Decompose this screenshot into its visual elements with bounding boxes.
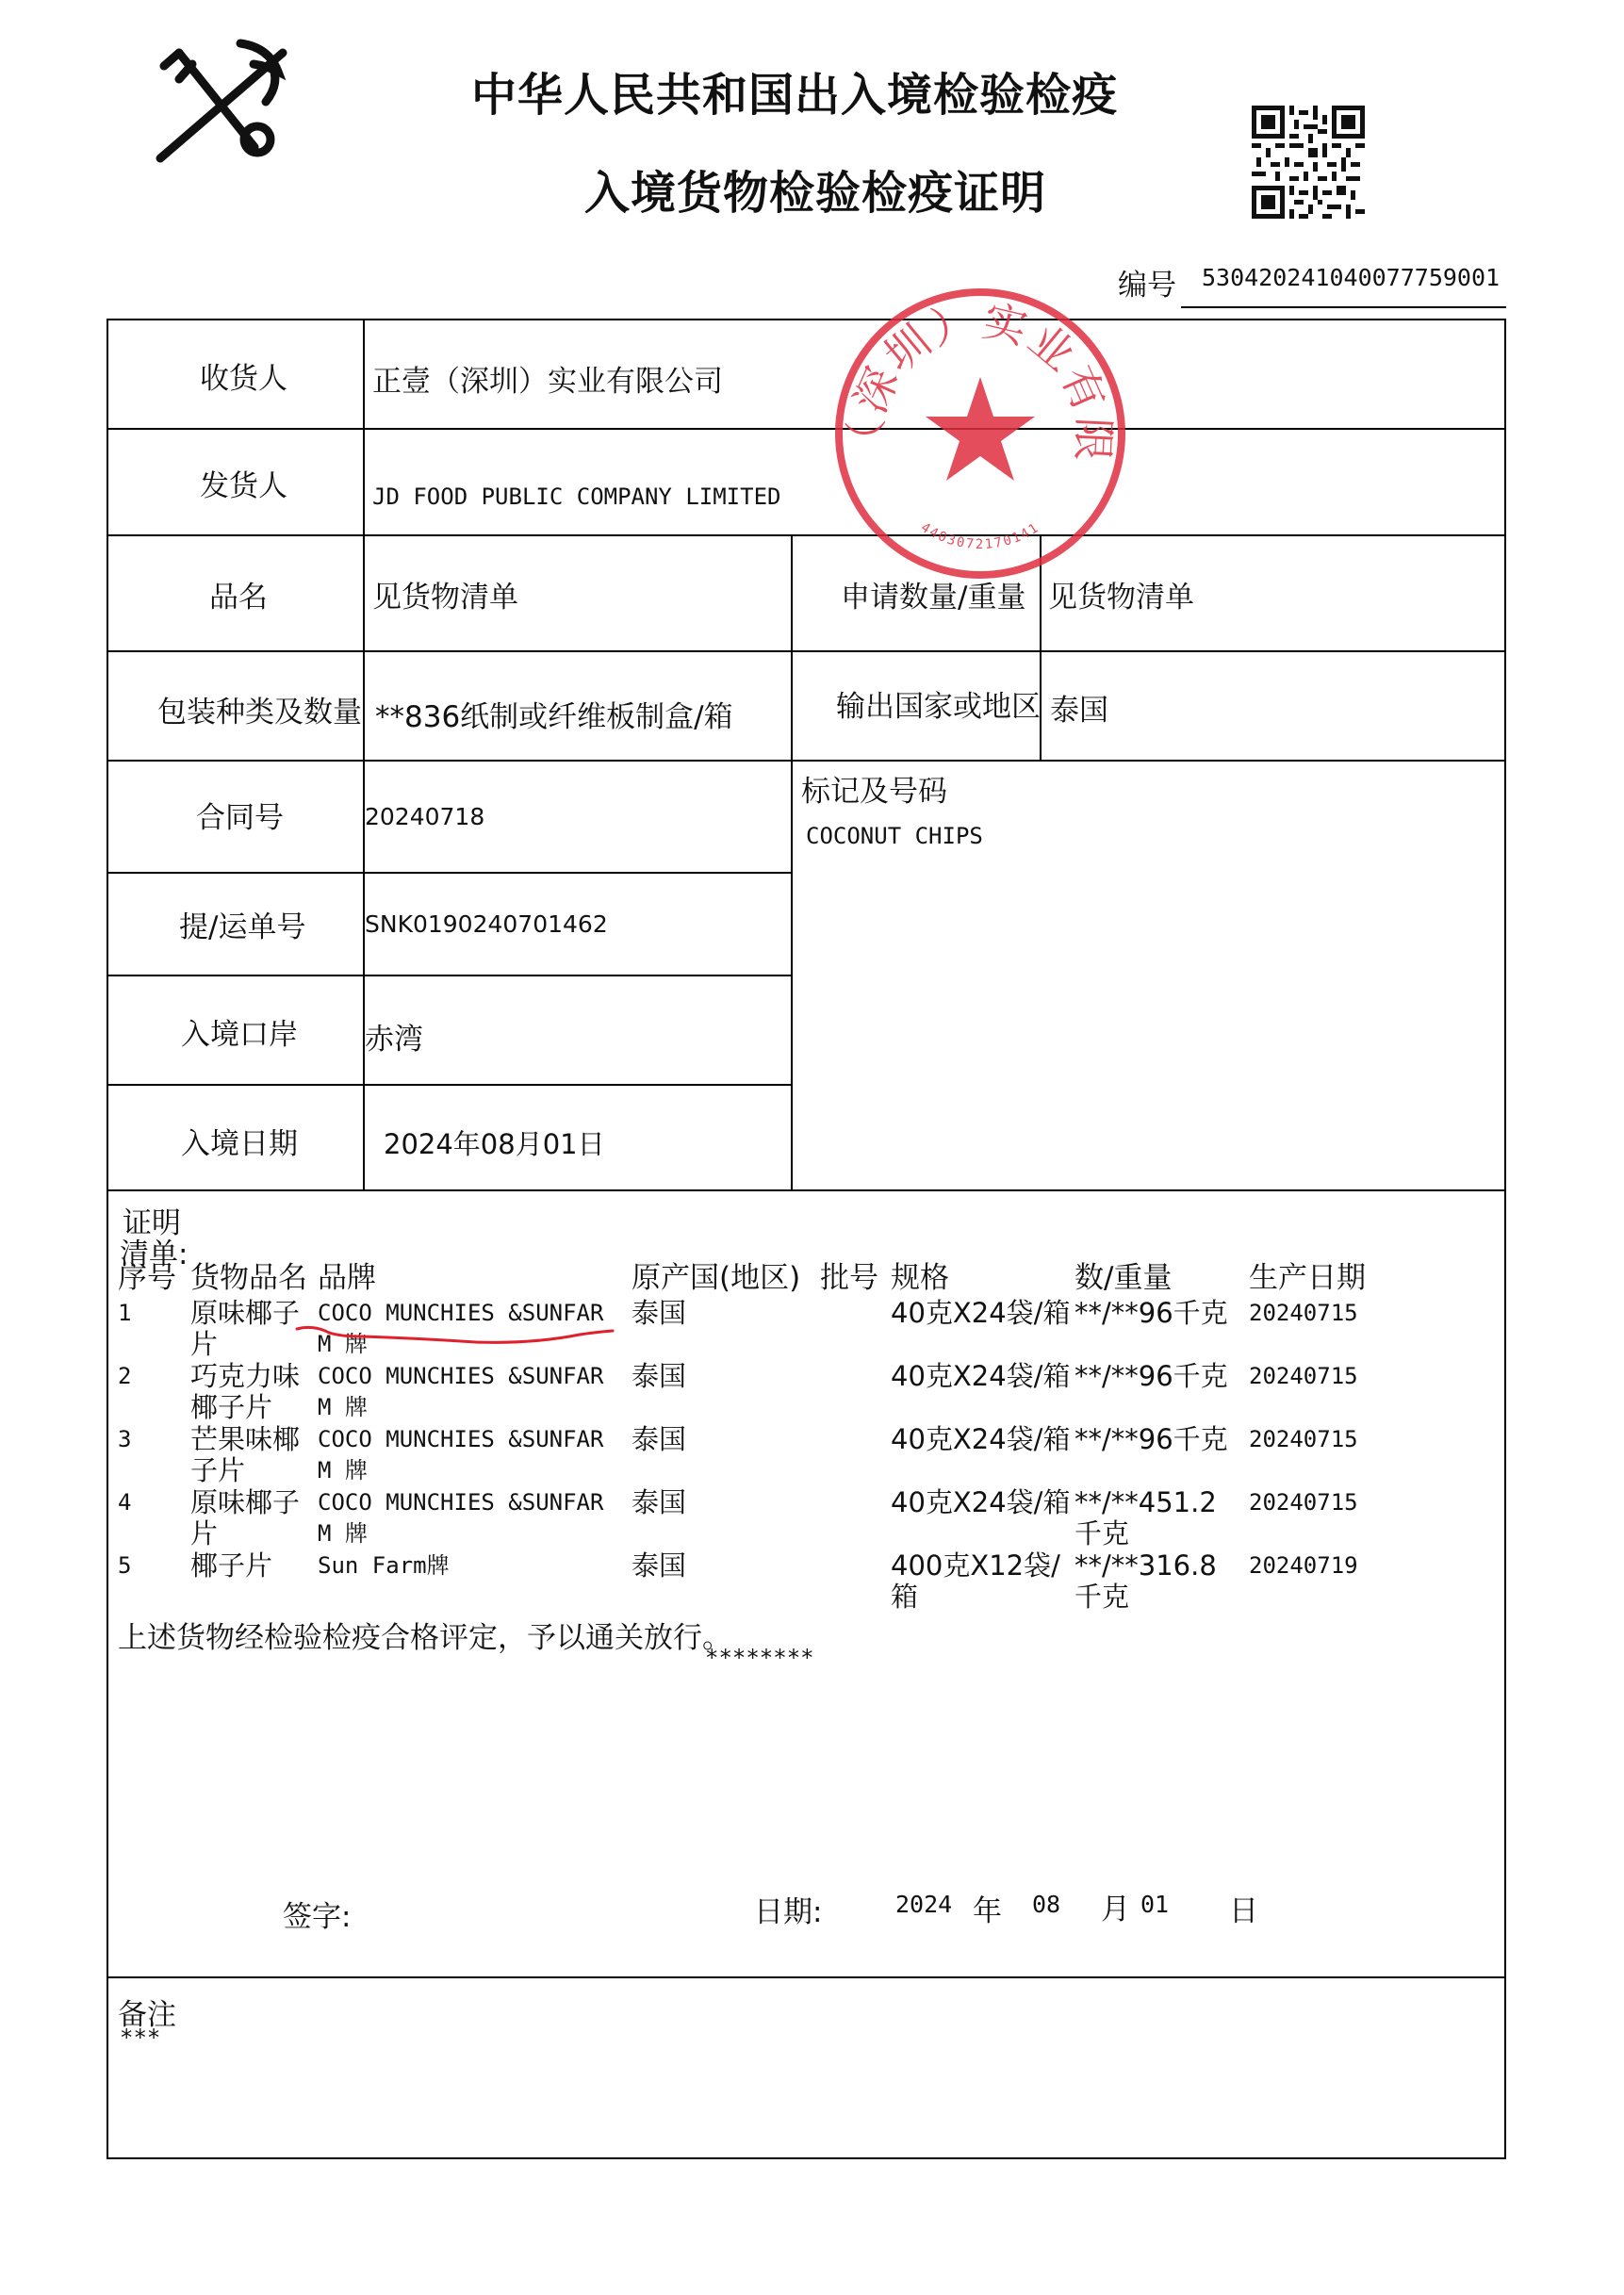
item-qty: **/**451.2	[1074, 1486, 1217, 1518]
sign-year: 2024	[895, 1891, 953, 1918]
item-date: 20240719	[1249, 1552, 1358, 1579]
emblem-logo	[151, 36, 292, 168]
number-label: 编号	[1118, 269, 1176, 303]
port-label: 入境口岸	[181, 1018, 298, 1052]
month-char: 月	[1101, 1893, 1130, 1926]
item-no: 5	[118, 1552, 132, 1579]
col-batch: 批号	[820, 1261, 878, 1295]
red-underline-mark	[292, 1308, 622, 1346]
item-qty: **/**96千克	[1074, 1297, 1228, 1329]
item-name-cont: 片	[190, 1517, 219, 1549]
sign-month: 08	[1032, 1891, 1061, 1918]
year-char: 年	[973, 1894, 1002, 1928]
document-subtitle: 入境货物检验检疫证明	[584, 167, 1047, 220]
col-spec: 规格	[891, 1261, 949, 1295]
item-spec: 40克X24袋/箱	[891, 1360, 1071, 1392]
item-date: 20240715	[1249, 1300, 1358, 1326]
item-qty: **/**96千克	[1074, 1360, 1228, 1392]
svg-text:正壹（深圳）实业有限公司: （深圳）实业有限	[841, 294, 1120, 465]
item-origin: 泰国	[632, 1297, 687, 1329]
sign-day: 01	[1140, 1891, 1170, 1918]
item-no: 3	[118, 1426, 132, 1452]
entry-date-value: 2024年08月01日	[384, 1128, 605, 1160]
signature-label: 签字:	[283, 1900, 352, 1934]
contract-label: 合同号	[196, 801, 284, 835]
item-brand-cont: M 牌	[318, 1520, 368, 1547]
col-origin: 原产国(地区)	[632, 1261, 801, 1295]
item-spec-cont: 箱	[891, 1581, 919, 1613]
bl-value: SNK0190240701462	[365, 910, 608, 938]
item-no: 4	[118, 1489, 132, 1516]
item-origin: 泰国	[632, 1549, 687, 1582]
declared-qty-label: 申请数量/重量	[841, 581, 1026, 615]
item-date: 20240715	[1249, 1363, 1358, 1389]
declared-qty-value: 见货物清单	[1048, 581, 1194, 615]
item-brand-cont: M 牌	[318, 1394, 368, 1420]
pass-statement: 上述货物经检验检疫合格评定，予以通关放行。	[118, 1621, 731, 1655]
consignor-label: 发货人	[200, 469, 287, 503]
certificate-heading: 证明	[123, 1206, 181, 1240]
marks-label: 标记及号码	[801, 775, 947, 809]
item-qty: **/**316.8	[1074, 1549, 1217, 1582]
bl-label: 提/运单号	[179, 910, 306, 944]
item-spec: 40克X24袋/箱	[891, 1297, 1071, 1329]
item-spec: 40克X24袋/箱	[891, 1486, 1071, 1518]
goods-table-header	[118, 1263, 1437, 1297]
item-brand: Sun Farm牌	[318, 1552, 450, 1579]
document-title: 中华人民共和国出入境检验检疫	[471, 69, 1119, 122]
item-name-cont: 子片	[190, 1454, 246, 1486]
item-brand: COCO MUNCHIES &SUNFAR	[318, 1489, 604, 1516]
col-no: 序号	[118, 1261, 176, 1295]
date-label: 日期:	[754, 1895, 823, 1929]
item-name: 原味椰子	[190, 1297, 301, 1329]
item-qty-cont: 千克	[1074, 1517, 1130, 1549]
col-qty: 数/重量	[1074, 1261, 1173, 1295]
item-name-cont: 椰子片	[190, 1391, 273, 1423]
item-no: 1	[118, 1300, 132, 1326]
consignor-value: JD FOOD PUBLIC COMPANY LIMITED	[372, 484, 781, 510]
consignee-value: 正壹（深圳）实业有限公司	[372, 365, 723, 399]
company-seal-stamp	[831, 285, 1129, 582]
product-label: 品名	[209, 581, 268, 615]
item-name-cont: 片	[190, 1328, 219, 1360]
item-name: 原味椰子	[190, 1486, 301, 1518]
item-qty-cont: 千克	[1074, 1581, 1130, 1613]
table-row	[118, 1361, 1437, 1423]
product-value: 见货物清单	[372, 581, 518, 615]
item-origin: 泰国	[632, 1423, 687, 1455]
contract-value: 20240718	[365, 803, 485, 830]
export-country-value: 泰国	[1050, 694, 1108, 728]
item-brand: COCO MUNCHIES &SUNFAR	[318, 1300, 604, 1326]
item-no: 2	[118, 1363, 132, 1389]
item-brand: COCO MUNCHIES &SUNFAR	[318, 1426, 604, 1452]
item-name: 芒果味椰	[190, 1423, 301, 1455]
item-brand-cont: M 牌	[318, 1457, 368, 1484]
remarks-label: 备注	[118, 1998, 176, 2032]
entry-date-label: 入境日期	[181, 1127, 298, 1161]
item-brand-cont: M 牌	[318, 1331, 368, 1357]
remarks-value: ***	[120, 2025, 161, 2051]
packing-label: 包装种类及数量	[157, 696, 362, 729]
item-date: 20240715	[1249, 1489, 1358, 1516]
day-char: 日	[1229, 1894, 1258, 1928]
table-row	[118, 1550, 1437, 1613]
item-name: 巧克力味	[190, 1360, 301, 1392]
list-label: 清单:	[120, 1238, 189, 1271]
stars-separator: ********	[705, 1645, 814, 1671]
item-name: 椰子片	[190, 1549, 273, 1582]
marks-value: COCONUT CHIPS	[806, 823, 983, 849]
export-country-label: 输出国家或地区	[836, 690, 1041, 724]
packing-value: **836纸制或纤维板制盒/箱	[375, 700, 733, 734]
item-date: 20240715	[1249, 1426, 1358, 1452]
item-origin: 泰国	[632, 1486, 687, 1518]
table-row	[118, 1424, 1437, 1486]
col-brand: 品牌	[318, 1261, 376, 1295]
item-brand: COCO MUNCHIES &SUNFAR	[318, 1363, 604, 1389]
table-row	[118, 1487, 1437, 1549]
item-qty: **/**96千克	[1074, 1423, 1228, 1455]
svg-text:4403072170141: 4403072170141	[918, 519, 1042, 552]
consignee-label: 收货人	[200, 362, 287, 396]
port-value: 赤湾	[365, 1023, 423, 1057]
number-underline	[1181, 306, 1506, 308]
qr-code-icon	[1252, 106, 1365, 219]
col-name: 货物品名	[190, 1261, 307, 1295]
item-spec: 40克X24袋/箱	[891, 1423, 1071, 1455]
number-value: 530420241040077759001	[1202, 264, 1501, 291]
item-origin: 泰国	[632, 1360, 687, 1392]
item-spec: 400克X12袋/	[891, 1549, 1060, 1582]
col-date: 生产日期	[1249, 1261, 1366, 1295]
